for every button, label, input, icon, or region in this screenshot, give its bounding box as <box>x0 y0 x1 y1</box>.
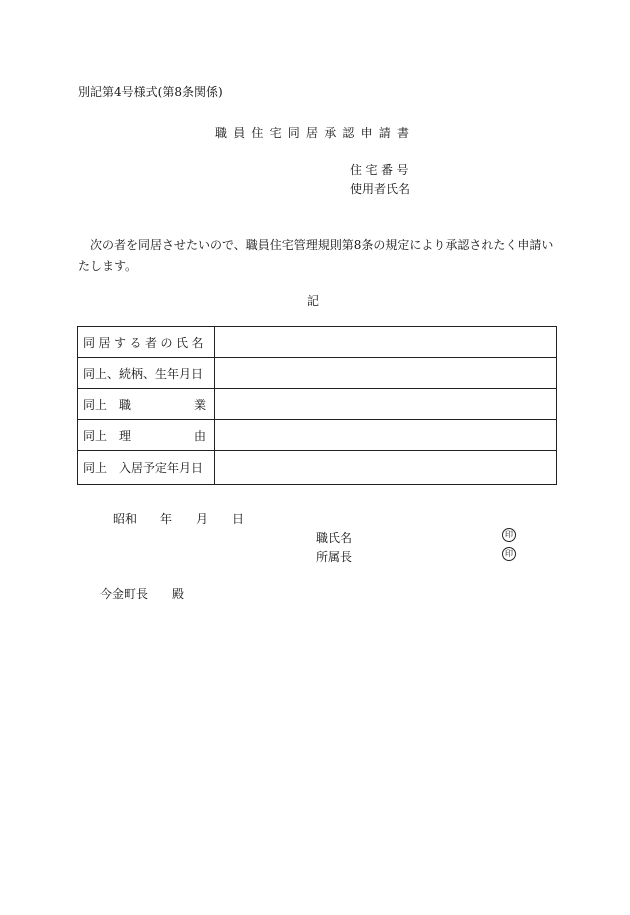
cohabitant-name-field[interactable] <box>215 327 557 358</box>
cohabitant-name-label: 同居する者の氏名 <box>78 327 215 358</box>
staff-name-label: 職氏名 <box>316 531 353 545</box>
seal-icon: 印 <box>502 547 516 561</box>
relationship-birthdate-field[interactable] <box>215 358 557 389</box>
department-head-label: 所属長 <box>316 550 353 564</box>
move-in-date-field[interactable] <box>215 451 557 485</box>
occupation-label: 同上 職 業 <box>78 389 215 420</box>
addressee-honorific: 殿 <box>172 587 185 601</box>
occupation-field[interactable] <box>215 389 557 420</box>
date-month: 月 <box>196 512 209 526</box>
reason-field[interactable] <box>215 420 557 451</box>
table-row <box>78 327 557 358</box>
ki-heading: 記 <box>307 294 320 308</box>
relationship-birthdate-label: 同上、続柄、生年月日 <box>78 358 215 389</box>
details-table <box>77 326 557 485</box>
document-title: 職員住宅同居承認申請書 <box>215 126 416 140</box>
table-row <box>78 358 557 389</box>
table-row <box>78 389 557 420</box>
addressee-name: 今金町長 <box>100 587 149 601</box>
reason-label: 同上 理 由 <box>78 420 215 451</box>
seal-icon: 印 <box>502 528 516 542</box>
date-era: 昭和 <box>113 512 138 526</box>
application-statement: 次の者を同居させたいので、職員住宅管理規則第8条の規定により承認されたく申請いたします。 <box>78 238 554 273</box>
move-in-date-label: 同上 入居予定年月日 <box>78 451 215 485</box>
form-reference: 別記第4号様式(第8条関係) <box>78 85 223 99</box>
table-row <box>78 420 557 451</box>
date-year: 年 <box>160 512 173 526</box>
table-row <box>78 451 557 485</box>
user-name-label: 使用者氏名 <box>350 182 411 196</box>
house-number-label: 住宅番号 <box>350 163 413 177</box>
date-day: 日 <box>232 512 245 526</box>
